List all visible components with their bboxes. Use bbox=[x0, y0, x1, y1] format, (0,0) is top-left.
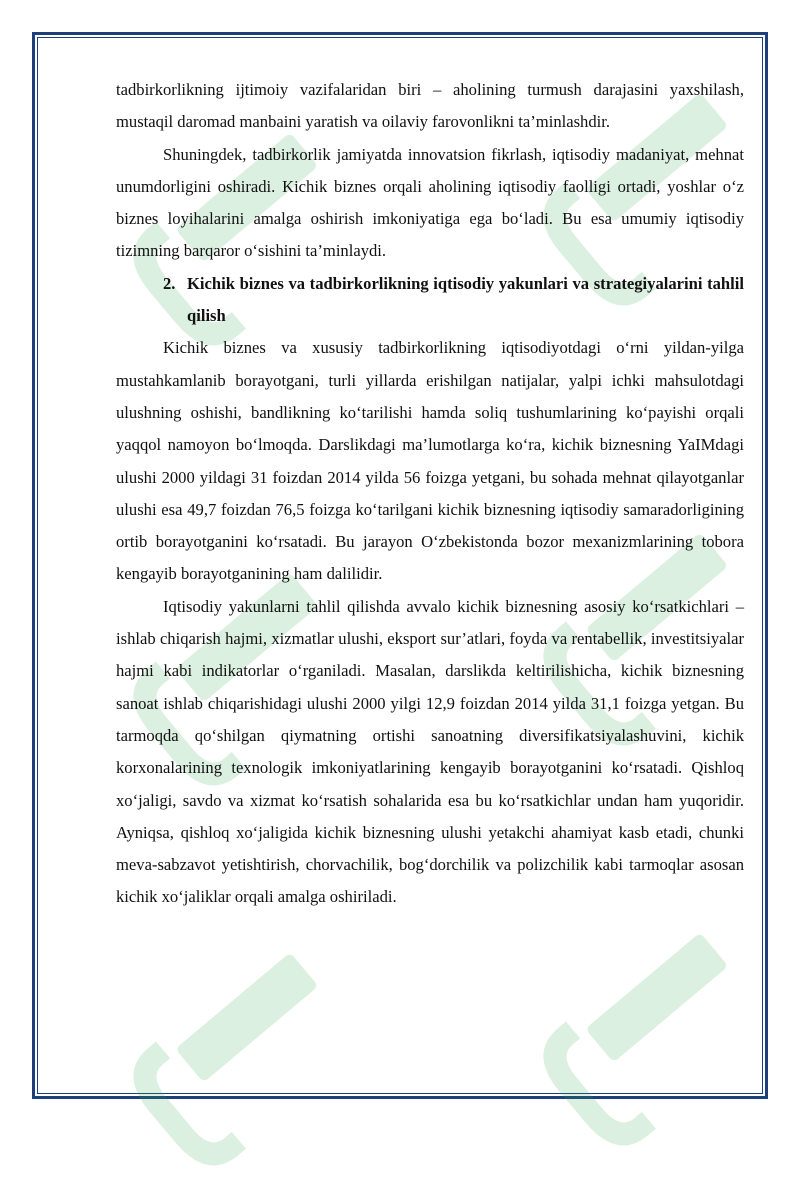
document-body bbox=[116, 74, 744, 914]
paragraph-4: Iqtisodiy yakunlarni tahlil qilishda avvalo kichik biznesning asosiy ko‘rsatkichlari – ishlab chiqarish hajmi, xizmatlar ulushi, eksport sur’atlari, foyda va rentabellik, investitsiyalar hajmi kabi indikatorlar o‘rganiladi. Masalan, darslikda keltirilishicha, kichik biznesning sanoat ishlab chiqarishidagi ulushi 2000 yilgi 12,9 foizdan 2014 yilda 31,1 foizga yetgan. Bu tarmoqda qo‘shilgan qiymatning ortishi sanoatning diversifikatsiyalashuvini, kichik korxonalarining texnologik imkoniyatlarining kengayib borayotganini ko‘rsatadi. Qishloq xo‘jaligi, savdo va xizmat ko‘rsatish sohalarida esa bu ko‘rsatkichlar undan ham yuqoridir. Ayniqsa, qishloq xo‘jaligida kichik biznesning ulushi yetakchi ahamiyat kasb etadi, chunki meva-sabzavot yetishtirish, chorvachilik, bog‘dorchilik va polizchilik kabi tarmoqlar asosan kichik xo‘jaliklar orqali amalga oshiriladi. bbox=[116, 596, 744, 907]
section-heading-text: Kichik biznes va tadbirkorlikning iqtisodiy yakunlari va strategiyalarini tahlil qilish bbox=[187, 273, 744, 326]
section-heading bbox=[116, 268, 744, 333]
paragraph-1: tadbirkorlikning ijtimoiy vazifalaridan biri – aholining turmush darajasini yaxshilash, mustaqil daromad manbaini yaratish va oilaviy farovonlikni ta’minlashdir. bbox=[116, 80, 744, 132]
paragraph-2: Shuningdek, tadbirkorlik jamiyatda innovatsion fikrlash, iqtisodiy madaniyat, mehnat unumdorligini oshiradi. Kichik biznes orqali aholining iqtisodiy faolligi ortadi, yoshlar o‘z biznes loyihalarini amalga oshirish imkoniyatiga ega bo‘ladi. Bu esa umumiy iqtisodiy tizimning barqaror o‘sishini ta’minlaydi. bbox=[116, 144, 744, 261]
section-heading-number: 2. bbox=[163, 273, 176, 293]
paragraph-3: Kichik biznes va xususiy tadbirkorlikning iqtisodiyotdagi o‘rni yildan-yilga mustahkamlanib borayotgani, turli yillarda erishilgan natijalar, yalpi ichki mahsulotdagi ulushning oshishi, bandlikning ko‘tarilishi hamda soliq tushumlarining ko‘payishi orqali yaqqol namoyon bo‘lmoqda. Darslikdagi ma’lumotlarga ko‘ra, kichik biznesning YaIMdagi ulushi 2000 yildagi 31 foizdan 2014 yilda 56 foizga yetgani, bu sohada mehnat qilayotganlar ulushi esa 49,7 foizdan 76,5 foizga ko‘tarilgani kichik biznesning iqtisodiy samaradorligining ortib borayotganini ko‘rsatadi. Bu jarayon O‘zbekistonda bozor mexanizmlarining tobora kengayib borayotganining ham dalilidir. bbox=[116, 338, 744, 584]
